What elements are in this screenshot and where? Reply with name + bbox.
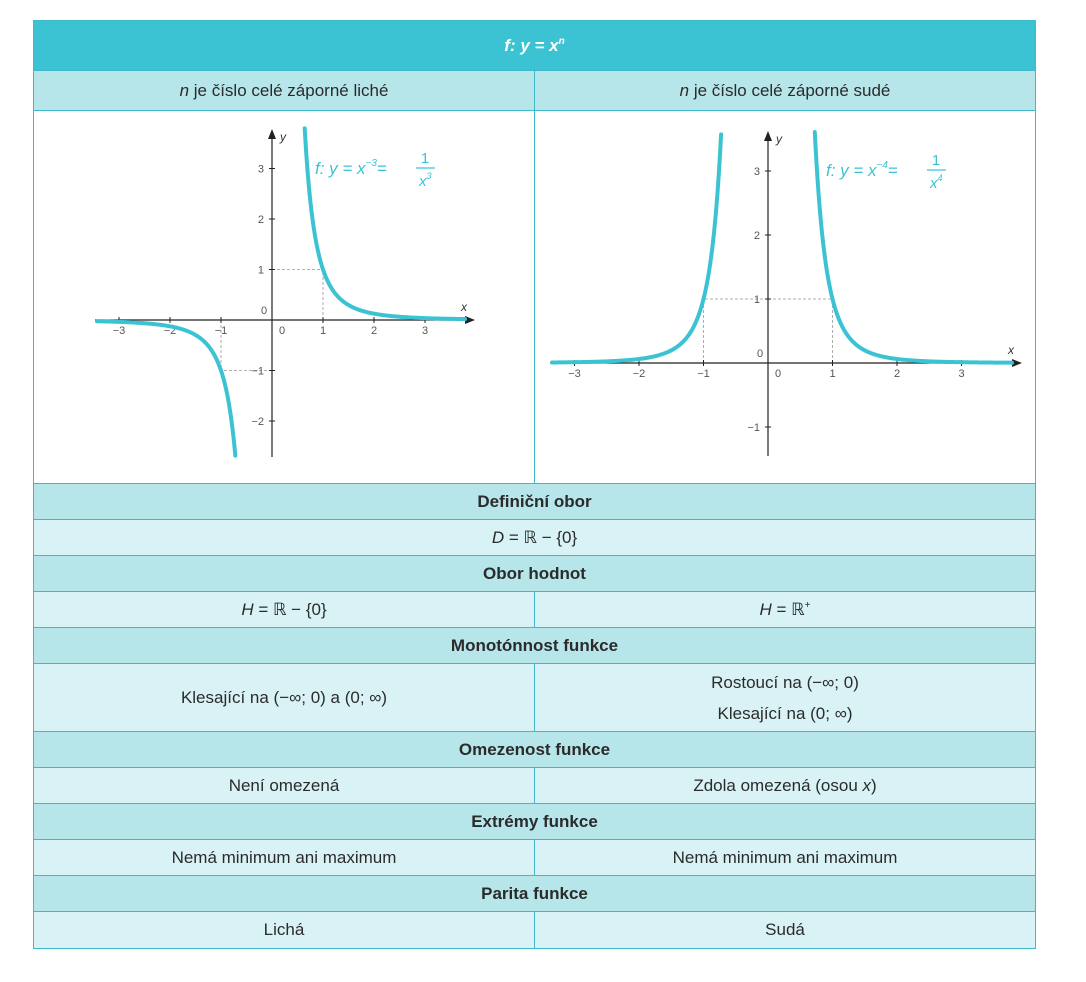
heading-range: Obor hodnot xyxy=(34,556,1036,592)
x-axis-label: x xyxy=(1007,343,1014,357)
label-denominator xyxy=(929,173,943,192)
label-denominator xyxy=(418,171,432,190)
domain-expression: = ℝ − {0} xyxy=(508,527,578,547)
column-header-right xyxy=(535,71,1036,111)
var-d: D xyxy=(491,527,505,547)
curve-branch-right xyxy=(304,128,464,319)
value-boundedness-right xyxy=(535,768,1036,804)
function-label xyxy=(315,150,435,190)
label-f: f: xyxy=(314,159,329,178)
value-monotonicity-left: Klesající na (−∞; 0) a (0; ∞) xyxy=(34,664,535,732)
label-exp: −4 xyxy=(876,160,888,171)
value-extrema-left: Nemá minimum ani maximum xyxy=(34,840,535,876)
heading-parity: Parita funkce xyxy=(34,876,1036,912)
x-tick-label: 3 xyxy=(421,325,428,337)
y-tick-label: −1 xyxy=(250,365,264,378)
range-left-expression: = ℝ − {0} xyxy=(258,599,327,619)
label-numerator: 1 xyxy=(931,152,940,169)
title-exponent: n xyxy=(558,35,565,47)
y-axis-label: y xyxy=(279,130,286,144)
value-boundedness-left: Není omezená xyxy=(34,768,535,804)
label-den-exp: 3 xyxy=(426,171,432,181)
var-n-left: n xyxy=(179,80,190,100)
origin-label-y: 0 xyxy=(756,348,763,360)
column-header-left xyxy=(34,71,535,111)
label-lhs: y = x xyxy=(839,161,877,180)
function-label xyxy=(826,152,946,192)
graph-cell-right xyxy=(535,111,1036,484)
value-parity-left: Lichá xyxy=(34,912,535,949)
value-monotonicity-right xyxy=(535,664,1036,732)
value-range-left xyxy=(34,592,535,628)
curve-branch-left xyxy=(552,134,721,362)
boundedness-right-end: ) xyxy=(871,775,877,795)
label-numerator: 1 xyxy=(420,150,429,167)
y-tick-label: 3 xyxy=(753,166,760,178)
heading-domain: Definiční obor xyxy=(34,484,1036,520)
y-tick-label: −1 xyxy=(746,422,760,434)
boundedness-right-text: Zdola omezená (osou xyxy=(693,775,863,795)
label-den-exp: 4 xyxy=(937,173,943,183)
heading-monotonicity: Monotónnost funkce xyxy=(34,628,1036,664)
x-tick-label: −1 xyxy=(696,368,710,380)
y-axis-arrow xyxy=(268,129,276,139)
x-tick-label: 1 xyxy=(828,368,836,380)
label-exp: −3 xyxy=(365,158,377,169)
value-domain xyxy=(34,520,1036,556)
y-tick-label: 1 xyxy=(753,294,760,306)
label-eq: = xyxy=(887,161,898,180)
heading-boundedness: Omezenost funkce xyxy=(34,732,1036,768)
heading-extrema: Extrémy funkce xyxy=(34,804,1036,840)
x-tick-label: −2 xyxy=(632,368,645,380)
function-label-lhs xyxy=(315,158,387,178)
x-tick-label: −2 xyxy=(163,325,176,337)
graph-cell-left xyxy=(34,111,535,484)
range-right-sup: + xyxy=(804,599,811,611)
x-tick-label: −3 xyxy=(112,325,125,337)
y-axis-label: y xyxy=(775,132,782,146)
chart-odd-negative xyxy=(35,111,534,478)
monotonicity-right-line2: Klesající na (0; ∞) xyxy=(717,703,853,723)
column-header-right-text: je číslo celé záporné sudé xyxy=(689,80,891,100)
value-range-right xyxy=(535,592,1036,628)
x-tick-label: −1 xyxy=(214,325,227,337)
range-right-expression: = ℝ xyxy=(776,599,805,619)
origin-label-y: 0 xyxy=(260,305,267,317)
x-axis-label: x xyxy=(460,300,467,314)
label-den: x xyxy=(929,175,937,192)
y-axis-arrow xyxy=(764,131,772,141)
function-label-lhs xyxy=(826,160,898,180)
column-header-left-text: je číslo celé záporné liché xyxy=(189,80,389,100)
x-tick-label: 1 xyxy=(319,325,326,337)
x-tick-label: 2 xyxy=(893,368,900,380)
origin-label: 0 xyxy=(774,368,781,380)
var-h-right: H xyxy=(759,599,772,619)
var-x: x xyxy=(862,775,871,795)
x-tick-label: 3 xyxy=(957,368,965,380)
label-f: f: xyxy=(825,161,840,180)
x-tick-label: 2 xyxy=(370,325,377,337)
label-den: x xyxy=(418,173,426,190)
title-formula: : y = x xyxy=(509,35,559,55)
y-tick-label: 2 xyxy=(257,214,264,226)
title-f: f xyxy=(504,35,510,55)
chart-even-negative xyxy=(536,111,1035,478)
var-h-left: H xyxy=(241,599,254,619)
y-tick-label: 2 xyxy=(753,230,760,242)
function-properties-table xyxy=(33,20,1036,949)
x-tick-label: −3 xyxy=(567,368,581,380)
value-parity-right: Sudá xyxy=(535,912,1036,949)
curve-branch-left xyxy=(97,321,235,455)
origin-label: 0 xyxy=(278,325,285,337)
monotonicity-right-line1: Rostoucí na (−∞; 0) xyxy=(711,672,859,692)
y-tick-label: −2 xyxy=(250,416,264,428)
y-tick-label: 1 xyxy=(257,264,264,277)
label-eq: = xyxy=(376,159,387,178)
label-lhs: y = x xyxy=(328,159,366,178)
var-n-right: n xyxy=(679,80,690,100)
value-extrema-right: Nemá minimum ani maximum xyxy=(535,840,1036,876)
table-title xyxy=(34,21,1036,71)
y-tick-label: 3 xyxy=(257,163,264,176)
